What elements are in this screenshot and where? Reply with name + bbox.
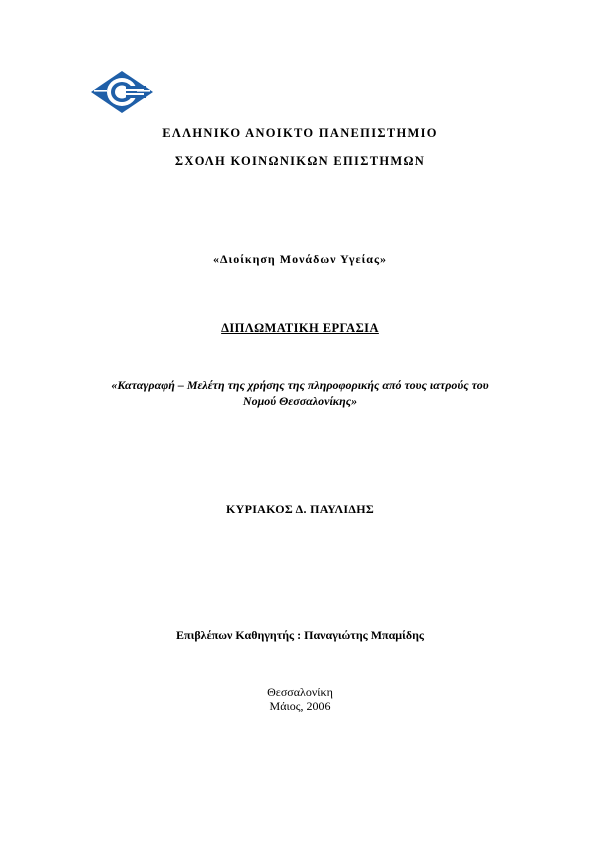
date: Μάιος, 2006 <box>269 699 331 713</box>
school-name: ΣΧΟΛΗ ΚΟΙΝΩΝΙΚΩΝ ΕΠΙΣΤΗΜΩΝ <box>174 154 426 168</box>
thesis-title-line-1: «Καταγραφή – Μελέτη της χρήσης της πληροφορικής από τους ιατρούς του <box>111 378 489 392</box>
city: Θεσσαλονίκη <box>267 685 333 699</box>
program-name: «Διοίκηση Μονάδων Υγείας» <box>212 252 388 266</box>
university-logo-icon <box>90 70 154 114</box>
supervisor: Επιβλέπων Καθηγητής : Παναγιώτης Μπαμίδης <box>176 628 424 642</box>
thesis-title-line-2: Νομού Θεσσαλονίκης» <box>242 394 358 408</box>
document-type: ΔΙΠΛΩΜΑΤΙΚΗ ΕΡΓΑΣΙΑ <box>221 321 379 335</box>
author-name: ΚΥΡΙΑΚΟΣ Δ. ΠΑΥΛΙΔΗΣ <box>225 502 375 516</box>
university-name: ΕΛΛΗΝΙΚΟ ΑΝΟΙΚΤΟ ΠΑΝΕΠΙΣΤΗΜΙΟ <box>162 126 438 140</box>
